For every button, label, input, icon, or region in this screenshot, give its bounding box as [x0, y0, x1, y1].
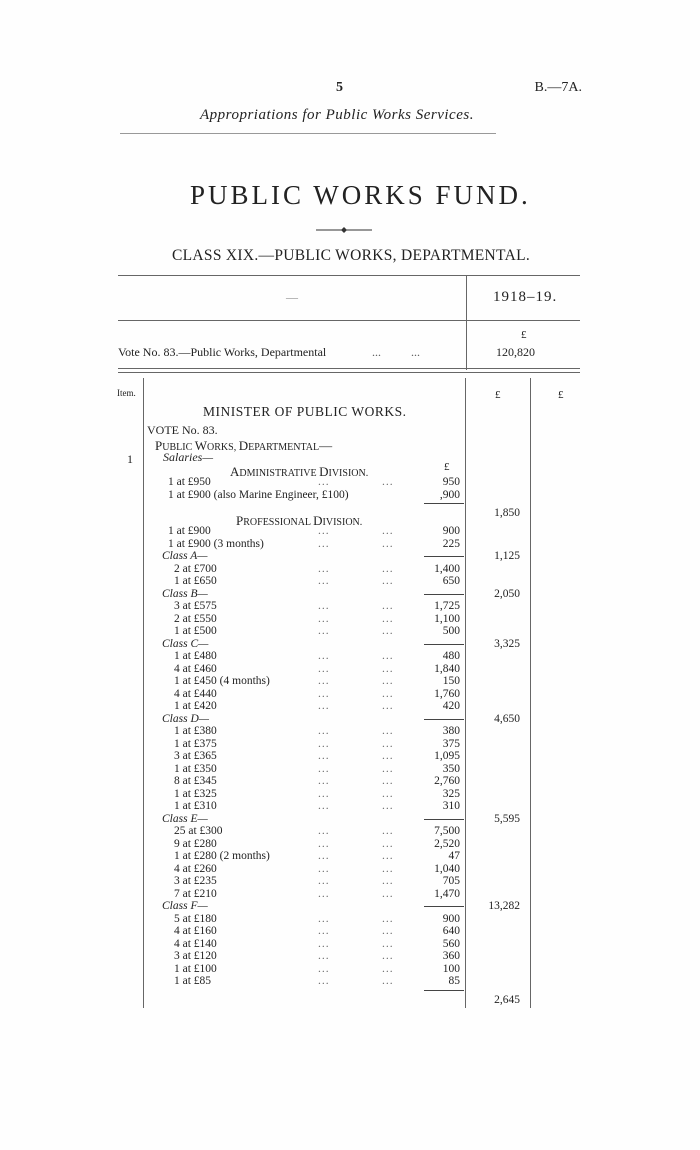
salary-line-amount: 1,400	[434, 562, 460, 575]
salary-line-label: 9 at £280	[174, 837, 217, 850]
leader-dots: ...	[382, 850, 394, 862]
leader-dots: ...	[318, 525, 330, 537]
inner-currency: £	[444, 461, 450, 473]
leader-dots: ...	[318, 700, 330, 712]
salary-line-amount: 47	[448, 850, 460, 862]
prof-part-1: ROFESSIONAL	[243, 517, 314, 528]
salary-line-label: 3 at £365	[174, 750, 217, 762]
leader-dots: ...	[382, 887, 394, 900]
leader-dots: ...	[318, 537, 330, 550]
leader-dots: ...	[318, 612, 330, 625]
salary-line-amount: 1,840	[434, 662, 460, 675]
salary-line-amount: 85	[448, 975, 460, 987]
salary-line-amount: 900	[442, 525, 460, 537]
salary-line-amount: 2,760	[434, 775, 460, 787]
leader-dots: ...	[382, 775, 394, 787]
leader-dots: ...	[382, 687, 394, 700]
leader-dots: ...	[318, 887, 330, 900]
salary-line-label: 3 at £575	[174, 600, 217, 612]
subtotal-rule	[424, 594, 464, 595]
leader-dots: ...	[318, 662, 330, 675]
class-heading: Class A—	[162, 550, 208, 562]
summary-top-rule	[118, 275, 580, 276]
division-subtotal: 13,282	[488, 900, 520, 912]
leader-dots: ...	[382, 837, 394, 850]
salary-line-amount: 950	[442, 476, 460, 488]
column-currency-1: £	[495, 389, 501, 401]
subhead-part-2: ORKS,	[207, 442, 239, 453]
salary-line-label: 1 at £500	[174, 625, 217, 637]
salary-line-amount: 225	[442, 537, 460, 550]
salary-line-label: 1 at £380	[174, 725, 217, 737]
division-subtotal: 2,050	[494, 587, 520, 600]
leader-dots: ...	[318, 762, 330, 775]
salary-line-amount: 640	[442, 925, 460, 937]
summary-dash: —	[286, 290, 298, 304]
fund-title: PUBLIC WORKS FUND.	[190, 180, 531, 210]
leader-dots: ...	[382, 725, 394, 737]
summary-mid-rule	[118, 320, 580, 321]
leader-dots: ...	[318, 750, 330, 762]
leader-dots: ...	[382, 762, 394, 775]
column-currency-2: £	[558, 389, 564, 401]
salary-line-label: 2 at £700	[174, 562, 217, 575]
salary-line-label: 25 at £300	[174, 825, 223, 837]
prof-division-heading	[236, 512, 362, 530]
leader-dots: ...	[382, 962, 394, 975]
salary-line-amount: ,900	[439, 489, 460, 501]
leader-dots: ...	[318, 962, 330, 975]
salary-line-amount: 1,100	[434, 612, 460, 625]
prof-letter-p: P	[236, 513, 244, 528]
running-title: Appropriations for Public Works Services.	[200, 107, 474, 123]
title-ornament	[316, 220, 372, 226]
salary-line-amount: 1,040	[434, 862, 460, 875]
leader-dots: ...	[318, 687, 330, 700]
summary-currency: £	[521, 329, 527, 341]
salary-line-label: 1 at £950	[168, 476, 211, 488]
vote-label: Vote No. 83.—Public Works, Departmental	[118, 345, 327, 359]
salaries-label: Salaries—	[163, 450, 214, 464]
salary-line-label: 3 at £235	[174, 875, 217, 887]
financial-year: 1918–19.	[493, 289, 558, 305]
leader-dots: ...	[382, 825, 394, 837]
salary-line-amount: 705	[442, 875, 460, 887]
minister-heading: MINISTER OF PUBLIC WORKS.	[203, 404, 407, 419]
prof-part-2: IVISION.	[322, 517, 363, 528]
vote-dots: ... ...	[372, 345, 420, 359]
leader-dots: ...	[382, 625, 394, 637]
salary-line-amount: 1,760	[434, 687, 460, 700]
class-heading: Class D—	[162, 712, 209, 725]
division-subtotal: 5,595	[494, 812, 520, 825]
salary-line-label: 7 at £210	[174, 887, 217, 900]
division-subtotal: 1,850	[494, 507, 520, 519]
subtotal-rule	[424, 503, 464, 504]
class-heading: Class F—	[162, 900, 208, 912]
leader-dots: ...	[318, 950, 330, 962]
subtotal-rule	[424, 644, 464, 645]
admin-letter-a: A	[230, 464, 240, 479]
leader-dots: ...	[318, 650, 330, 662]
salary-line-amount: 310	[442, 800, 460, 812]
leader-dots: ...	[382, 612, 394, 625]
salary-line-amount: 2,520	[434, 837, 460, 850]
class-heading: Class C—	[162, 637, 209, 650]
document-reference: B.—7A.	[534, 80, 582, 95]
summary-bottom-rule	[118, 368, 580, 369]
salary-line-label: 1 at £450 (4 months)	[174, 675, 270, 687]
item-column-divider	[143, 378, 144, 1008]
salary-line-label: 1 at £85	[174, 975, 212, 987]
salary-line-amount: 1,470	[434, 887, 460, 900]
leader-dots: ...	[318, 800, 330, 812]
leader-dots: ...	[382, 937, 394, 950]
subtotal-rule	[424, 906, 464, 907]
admin-part-2: IVISION.	[328, 468, 369, 479]
salary-line-label: 4 at £160	[174, 925, 217, 937]
salary-line-label: 1 at £480	[174, 650, 217, 662]
summary-divider	[466, 276, 467, 370]
leader-dots: ...	[318, 625, 330, 637]
leader-dots: ...	[318, 476, 330, 488]
leader-dots: ...	[318, 775, 330, 787]
subhead-letter-d: D	[238, 438, 249, 453]
leader-dots: ...	[382, 537, 394, 550]
salary-line-label: 1 at £420	[174, 700, 217, 712]
salary-line-label: 1 at £310	[174, 800, 217, 812]
salary-line-label: 4 at £440	[174, 687, 217, 700]
leader-dots: ...	[382, 675, 394, 687]
leader-dots: ...	[382, 476, 394, 488]
leader-dots: ...	[318, 837, 330, 850]
leader-dots: ...	[382, 662, 394, 675]
leader-dots: ...	[382, 950, 394, 962]
division-subtotal: 4,650	[494, 712, 520, 725]
salary-line-amount: 100	[442, 962, 460, 975]
item-number: 1	[127, 452, 133, 466]
vote-amount: 120,820	[496, 345, 535, 359]
salary-line-label: 5 at £180	[174, 912, 217, 925]
salary-line-amount: 500	[442, 625, 460, 637]
salary-line-label: 4 at £260	[174, 862, 217, 875]
salary-line-label: 1 at £900	[168, 525, 211, 537]
salary-line-amount: 380	[442, 725, 460, 737]
subhead-part-1: UBLIC	[162, 442, 195, 453]
salary-line-label: 3 at £120	[174, 950, 217, 962]
leader-dots: ...	[382, 600, 394, 612]
summary-bottom-rule-2	[118, 372, 580, 373]
salary-line-label: 1 at £325	[174, 787, 217, 800]
leader-dots: ...	[382, 787, 394, 800]
leader-dots: ...	[382, 737, 394, 750]
leader-dots: ...	[382, 750, 394, 762]
leader-dots: ...	[382, 650, 394, 662]
subhead-part-3: EPARTMENTAL	[248, 442, 320, 453]
leader-dots: ...	[318, 925, 330, 937]
total-column-divider	[530, 378, 531, 1008]
leader-dots: ...	[382, 575, 394, 587]
salary-line-amount: 420	[442, 700, 460, 712]
leader-dots: ...	[318, 850, 330, 862]
leader-dots: ...	[382, 525, 394, 537]
prof-letter-d: D	[313, 513, 323, 528]
leader-dots: ...	[318, 825, 330, 837]
subtotal-rule	[424, 719, 464, 720]
page-number: 5	[336, 80, 343, 95]
subtotal-rule	[424, 819, 464, 820]
salary-line-amount: 360	[442, 950, 460, 962]
salary-line-label: 1 at £350	[174, 762, 217, 775]
leader-dots: ...	[382, 975, 394, 987]
subtotal-rule	[424, 556, 464, 557]
class-heading: Class E—	[162, 812, 208, 825]
leader-dots: ...	[382, 925, 394, 937]
admin-letter-d: D	[319, 464, 329, 479]
salary-line-label: 2 at £550	[174, 612, 217, 625]
salary-line-amount: 1,725	[434, 600, 460, 612]
subhead-letter-w: W	[194, 438, 208, 453]
salary-line-amount: 350	[442, 762, 460, 775]
salary-line-amount: 900	[442, 912, 460, 925]
leader-dots: ...	[318, 787, 330, 800]
vote-number: VOTE No. 83.	[147, 423, 218, 437]
salary-line-label: 1 at £900 (also Marine Engineer, £100)	[168, 489, 349, 501]
salary-line-label: 1 at £280 (2 months)	[174, 850, 270, 862]
leader-dots: ...	[318, 675, 330, 687]
salary-line-amount: 150	[442, 675, 460, 687]
leader-dots: ...	[318, 937, 330, 950]
salary-line-label: 1 at £375	[174, 737, 217, 750]
leader-dots: ...	[318, 575, 330, 587]
leader-dots: ...	[382, 912, 394, 925]
admin-division-heading	[230, 463, 368, 481]
salary-line-amount: 650	[442, 575, 460, 587]
salary-line-label: 4 at £460	[174, 662, 217, 675]
admin-part-1: DMINISTRATIVE	[239, 468, 320, 479]
salary-line-amount: 560	[442, 937, 460, 950]
salary-line-label: 1 at £650	[174, 575, 217, 587]
leader-dots: ...	[318, 875, 330, 887]
salary-line-label: 4 at £140	[174, 937, 217, 950]
leader-dots: ...	[318, 862, 330, 875]
subtotal-rule	[424, 990, 464, 991]
leader-dots: ...	[382, 875, 394, 887]
subhead-dash: —	[319, 438, 333, 453]
division-subtotal: 2,645	[494, 993, 520, 1006]
salary-line-label: 1 at £100	[174, 962, 217, 975]
subtotal-column-divider	[465, 378, 466, 1008]
item-column-header: Item.	[117, 388, 136, 398]
salary-line-amount: 1,095	[434, 750, 460, 762]
division-subtotal: 1,125	[494, 550, 520, 562]
class-heading: Class B—	[162, 587, 208, 600]
salary-line-label: 1 at £900 (3 months)	[168, 537, 264, 550]
class-title: CLASS XIX.—PUBLIC WORKS, DEPARTMENTAL.	[172, 247, 531, 264]
salary-line-label: 8 at £345	[174, 775, 217, 787]
leader-dots: ...	[318, 912, 330, 925]
leader-dots: ...	[318, 737, 330, 750]
salary-line-amount: 325	[442, 787, 460, 800]
leader-dots: ...	[318, 725, 330, 737]
header-rule	[120, 133, 496, 134]
division-subtotal: 3,325	[494, 637, 520, 650]
salary-line-amount: 480	[442, 650, 460, 662]
salary-line-amount: 7,500	[434, 825, 460, 837]
salary-line-amount: 375	[442, 737, 460, 750]
leader-dots: ...	[318, 562, 330, 575]
subhead-letter-p: P	[155, 438, 163, 453]
leader-dots: ...	[382, 562, 394, 575]
leader-dots: ...	[382, 800, 394, 812]
leader-dots: ...	[318, 600, 330, 612]
leader-dots: ...	[382, 862, 394, 875]
leader-dots: ...	[382, 700, 394, 712]
leader-dots: ...	[318, 975, 330, 987]
